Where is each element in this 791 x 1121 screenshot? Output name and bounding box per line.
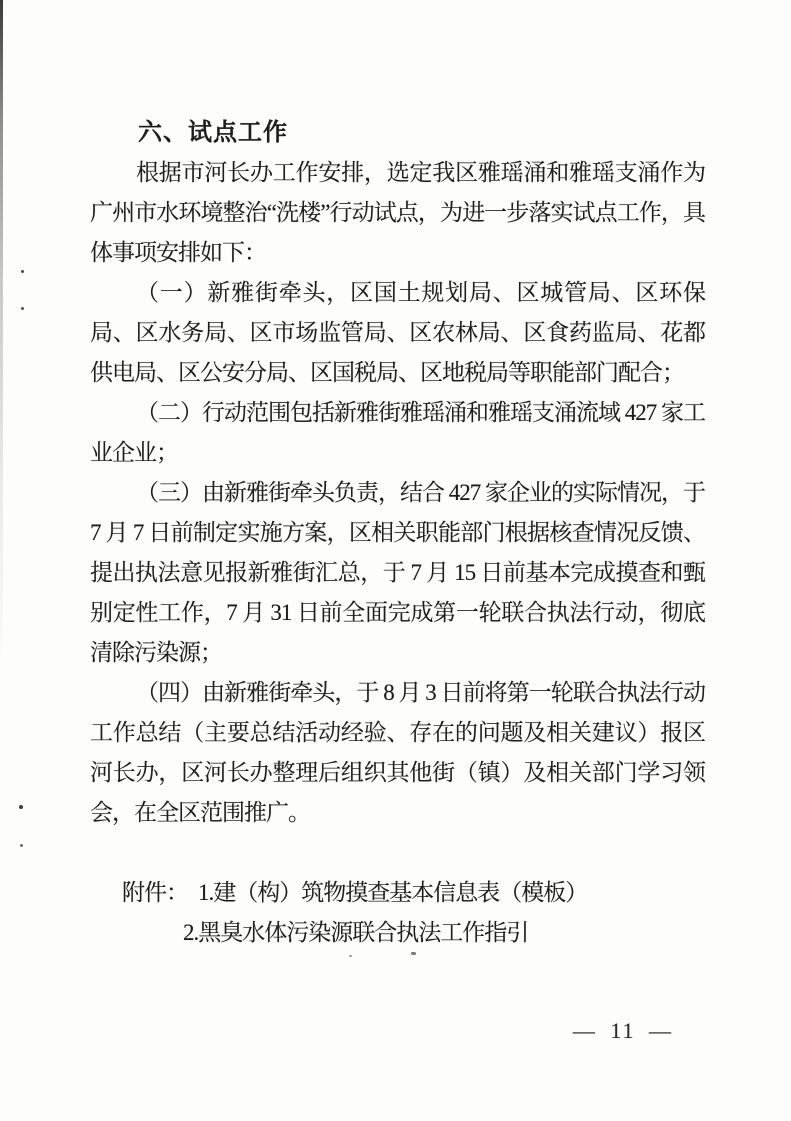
scan-speck (19, 805, 23, 809)
page-number: — 11 — (572, 1018, 673, 1043)
document-content (90, 113, 705, 953)
scan-edge-artifact (0, 0, 3, 670)
paragraph-item-1: （一）新雅街牵头，区国土规划局、区城管局、区环保局、区水务局、区市场监管局、区农林局、区食药监局、花都供电局、区公安分局、区国税局、区地税局等职能部门配合； (90, 280, 705, 385)
paragraph-item-4: （四）由新雅街牵头，于 8 月 3 日前将第一轮联合执法行动工作总结（主要总结活动经验、存在的问题及相关建议）报区河长办，区河长办整理后组织其他街（镇）及相关部门学习领会，在全区范围推广。 (90, 680, 705, 825)
scan-speck (21, 270, 24, 273)
scan-speck (20, 844, 23, 847)
paragraph-item-3: （三）由新雅街牵头负责，结合 427 家企业的实际情况，于 7 月 7 日前制定实施方案，区相关职能部门根据核查情况反馈、提出执法意见报新雅街汇总，于 7 月 15 日前基本完成摸查和甄别定性工作，7 月 31 日前全面完成第一轮联合执法行动，彻底清除污染源； (90, 480, 705, 665)
attachment-item-2: 2.黑臭水体污染源联合执法工作指引 (183, 920, 529, 945)
attachment-line (122, 873, 705, 913)
attachment-item-1: 1.建（构）筑物摸查基本信息表（模板） (198, 880, 588, 905)
scan-speck (21, 307, 24, 310)
attachments-block (90, 873, 705, 953)
paragraph-intro: 根据市河长办工作安排，选定我区雅瑶涌和雅瑶支涌作为广州市水环境整治“洗楼”行动试点，为进一步落实试点工作，具体事项安排如下： (90, 160, 705, 265)
paragraph-item-2: （二）行动范围包括新雅街雅瑶涌和雅瑶支涌流域 427 家工业企业； (90, 400, 705, 465)
attachments-label: 附件： (122, 880, 188, 905)
scan-speck (349, 955, 352, 957)
section-heading: 六、试点工作 (138, 120, 288, 146)
